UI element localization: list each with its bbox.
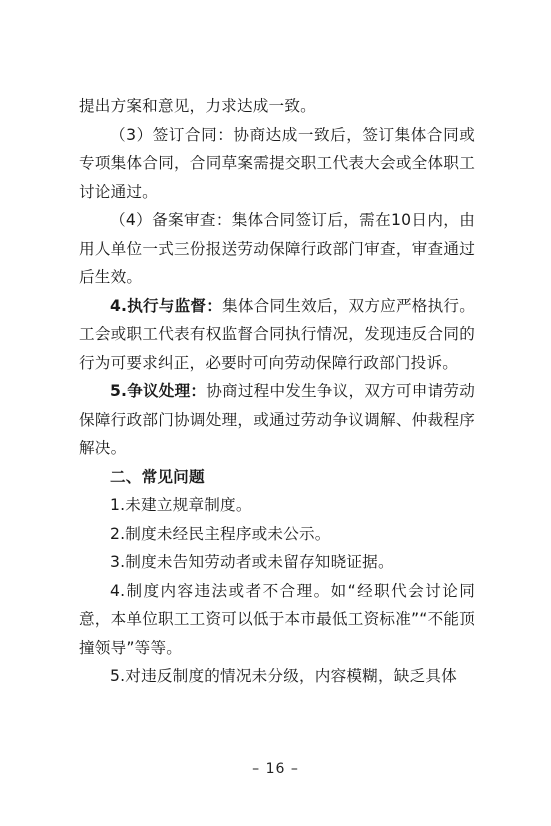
paragraph-filing-review xyxy=(79,206,475,292)
issue-item: 2.制度未经民主程序或未公示。 xyxy=(110,524,331,543)
paragraph-lead: 4.执行与监督： xyxy=(110,296,223,315)
paragraph-text: （3）签订合同：协商达成一致后，签订集体合同或专项集体合同，合同草案需提交职工代表大会或全体职工讨论通过。 xyxy=(79,125,475,201)
issue-item: 4.制度内容违法或者不合理。如“经职代会讨论同意，本单位职工工资可以低于本市最低工资标准”“不能顶撞领导”等等。 xyxy=(79,581,475,657)
section-heading: 二、常见问题 xyxy=(110,467,205,486)
paragraph-text: 协商过程中发生争议，双方可申请劳动保障行政部门协调处理，或通过劳动争议调解、仲裁程序解决。 xyxy=(79,382,475,457)
paragraph-execution-supervision xyxy=(79,292,475,378)
issue-item: 1.未建立规章制度。 xyxy=(110,496,252,514)
paragraph-continuation xyxy=(79,92,475,121)
paragraph-sign-contract xyxy=(79,121,475,207)
paragraph-text: （4）备案审查：集体合同签订后，需在10日内，由用人单位一式三份报送劳动保障行政部门审查，审查通过后生效。 xyxy=(79,211,475,286)
issue-item: 5.对违反制度的情况未分级，内容模糊，缺乏具体 xyxy=(110,667,457,685)
issue-item: 3.制度未告知劳动者或未留存知晓证据。 xyxy=(110,553,394,571)
paragraph-text: 提出方案和意见，力求达成一致。 xyxy=(79,97,316,115)
paragraph-text: 集体合同生效后，双方应严格执行。工会或职工代表有权监督合同执行情况，发现违反合同的行为可要求纠正，必要时可向劳动保障行政部门投诉。 xyxy=(79,296,476,372)
page-number: – 16 – xyxy=(252,761,299,777)
paragraph-lead: 5.争议处理： xyxy=(110,382,207,400)
body-text xyxy=(79,92,475,691)
paragraph-dispute-handling xyxy=(79,377,475,463)
